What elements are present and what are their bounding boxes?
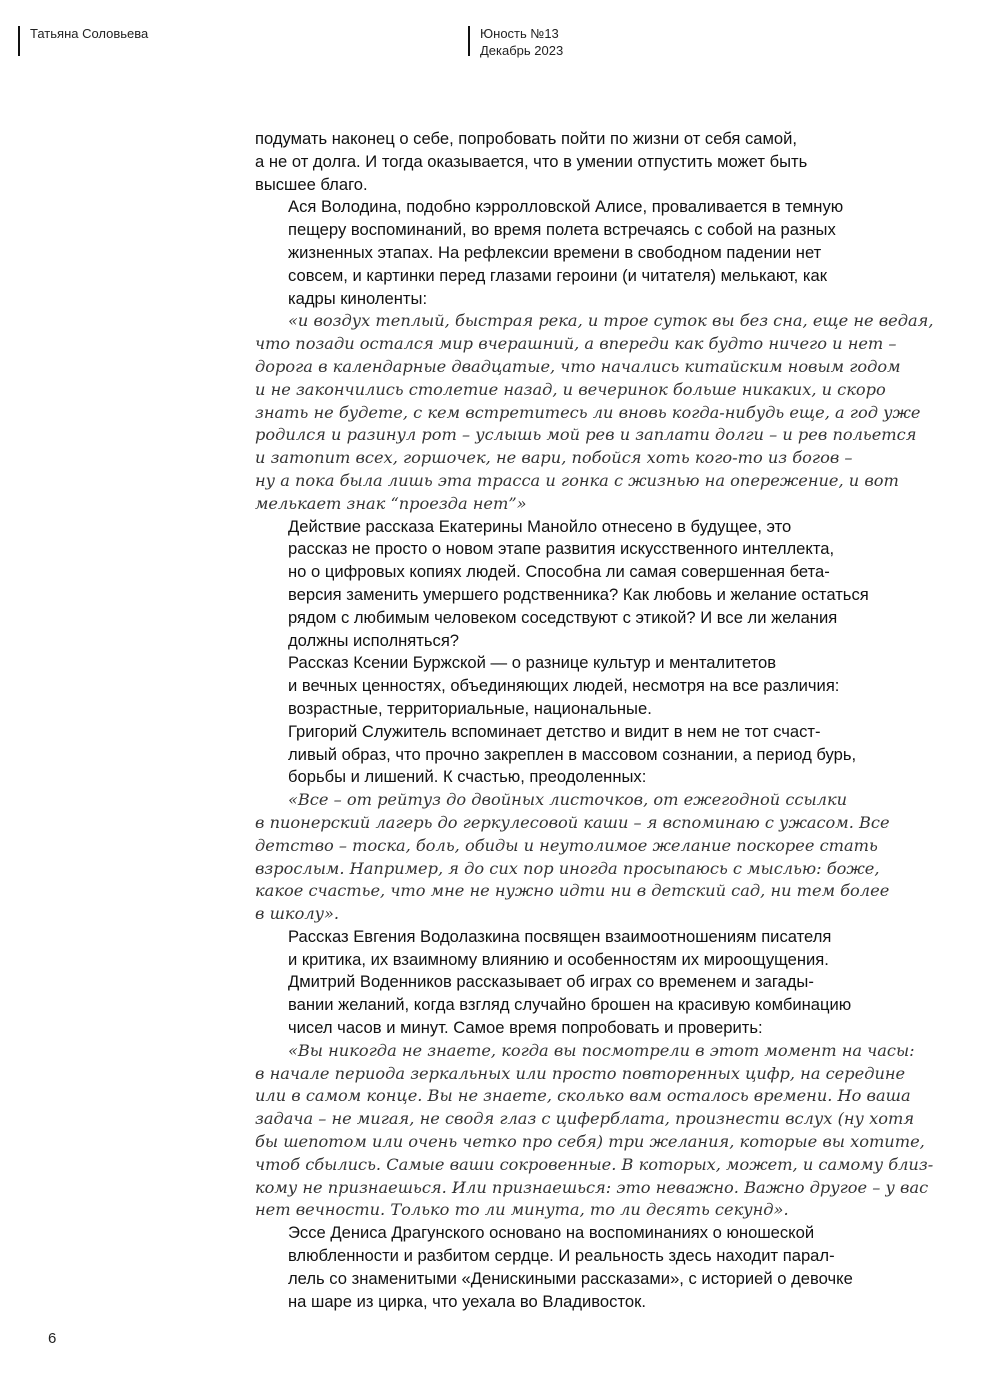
paragraph-line: влюбленности и разбитом сердце. И реальность здесь находит парал- (288, 1246, 835, 1266)
paragraph-line: борьбы и лишений. К счастью, преодоленных: (288, 767, 647, 787)
author-name: Татьяна Соловьева (30, 26, 149, 41)
paragraph-line: высшее благо. (255, 174, 368, 194)
paragraph-line: Эссе Дениса Драгунского основано на воспоминаниях о юношеской (288, 1223, 815, 1243)
paragraph (255, 128, 915, 196)
quote-line: или в самом конце. Вы не знаете, сколько вам осталось времени. Но ваша (255, 1086, 911, 1106)
quote-line: чтоб сбылись. Самые ваши сокровенные. В которых, может, и самому близ- (255, 1154, 934, 1174)
journal-column-rule (468, 26, 470, 56)
paragraph (255, 926, 915, 972)
quote-line: мелькает знак “проезда нет”» (255, 493, 527, 513)
quote-line: знать не будете, с кем встретитесь ли вновь когда-нибудь еще, а год уже (255, 402, 921, 422)
paragraph (255, 652, 915, 720)
paragraph-line: Григорий Служитель вспоминает детство и видит в нем не тот счаст- (288, 721, 821, 741)
paragraph-line: рассказ не просто о новом этапе развития искусственного интеллекта, (288, 539, 835, 559)
paragraph (255, 516, 915, 653)
paragraph-line: а не от долга. И тогда оказывается, что в умении отпустить может быть (255, 151, 808, 171)
left-column-rule (18, 26, 20, 56)
quote-line: ну а пока была лишь эта трасса и гонка с жизнью на опережение, и вот (255, 470, 899, 490)
paragraph-line: на шаре из цирка, что уехала во Владивосток. (288, 1291, 646, 1311)
journal-title: Юность №13 (480, 26, 559, 41)
quote-line: в начале периода зеркальных или просто повторенных цифр, на середине (255, 1063, 906, 1083)
paragraph (255, 971, 915, 1039)
quote-line: «Все – от рейтуз до двойных листочков, от ежегодной ссылки (288, 790, 848, 810)
quote-line: в школу». (255, 904, 340, 924)
quote-line: нет вечности. Только то ли минута, то ли десять секунд». (255, 1200, 789, 1220)
paragraph-line: Дмитрий Воденников рассказывает об играх со временем и загады- (288, 972, 814, 992)
paragraph-line: совсем, и картинки перед глазами героини (и читателя) мелькают, как (288, 265, 828, 285)
quote-line: и не закончились столетие назад, и вечеринок больше никаких, и скоро (255, 379, 886, 399)
paragraph-line: рядом с любимым человеком соседствуют с этикой? И все ли желания (288, 607, 838, 627)
paragraph (255, 721, 915, 789)
paragraph-line: Рассказ Евгения Водолазкина посвящен взаимоотношениям писателя (288, 926, 832, 946)
quote-line: и затопит всех, горшочек, не вари, побойся хоть кого-то из богов – (255, 448, 853, 468)
page-number: 6 (48, 1330, 57, 1347)
paragraph-line: лель со знаменитыми «Денискиными рассказами», с историей о девочке (288, 1268, 853, 1288)
quote-line: кому не признаешься. Или признаешься: это неважно. Важно другое – у вас (255, 1177, 929, 1197)
paragraph-line: и критика, их взаимному влиянию и особенностям их мироощущения. (288, 949, 829, 969)
paragraph-line: кадры киноленты: (288, 288, 428, 308)
paragraph-line: должны исполняться? (288, 630, 460, 650)
quote-line: бы шепотом или очень четко про себя) три желания, которые вы хотите, (255, 1132, 925, 1152)
quote-line: родился и разинул рот – услышь мой рев и заплати долги – и рев польется (255, 425, 917, 445)
paragraph-line: версия заменить умершего родственника? Как любовь и желание остаться (288, 584, 869, 604)
quote-line: какое счастье, что мне не нужно идти ни в детский сад, ни тем более (255, 881, 890, 901)
paragraph-line: вании желаний, когда взгляд случайно брошен на красивую комбинацию (288, 995, 852, 1015)
paragraph (255, 196, 915, 310)
paragraph-line: но о цифровых копиях людей. Способна ли самая совершенная бета- (288, 562, 830, 582)
quote-line: «Вы никогда не знаете, когда вы посмотрели в этот момент на часы: (288, 1040, 915, 1060)
quote-line: взрослым. Например, я до сих пор иногда просыпаюсь с мыслью: боже, (255, 858, 880, 878)
paragraph (255, 1222, 915, 1313)
paragraph-line: Действие рассказа Екатерины Манойло отнесено в будущее, это (288, 516, 792, 536)
quote-block (255, 310, 934, 515)
article-body (255, 128, 934, 1313)
paragraph-line: Рассказ Ксении Буржской — о разнице культур и менталитетов (288, 653, 777, 673)
quote-line: детство – тоска, боль, обиды и неутолимое желание поскорее стать (255, 835, 878, 855)
paragraph-line: чисел часов и минут. Самое время попробовать и проверить: (288, 1018, 763, 1038)
quote-line: задача – не мигая, не сводя глаз с циферблата, произнести вслух (ну хотя (255, 1109, 915, 1129)
quote-block (255, 789, 915, 926)
paragraph-line: пещеру воспоминаний, во время полета встречаясь с собой на разных (288, 220, 836, 240)
quote-line: «и воздух теплый, быстрая река, и трое суток вы без сна, еще не ведая, (288, 311, 934, 331)
paragraph-line: жизненных этапах. На рефлексии времени в свободном падении нет (288, 242, 822, 262)
paragraph-line: и вечных ценностях, объединяющих людей, несмотря на все различия: (288, 676, 840, 696)
quote-line: в пионерский лагерь до геркулесовой каши – я вспоминаю с ужасом. Все (255, 812, 890, 832)
quote-block (255, 1040, 934, 1222)
paragraph-line: Ася Володина, подобно кэрролловской Алисе, проваливается в темную (288, 197, 844, 217)
paragraph-line: возрастные, территориальные, национальные. (288, 698, 652, 718)
paragraph-line: ливый образ, что прочно закреплен в массовом сознании, а период бурь, (288, 744, 857, 764)
issue-date: Декабрь 2023 (480, 43, 564, 58)
header-author (30, 25, 148, 42)
header-journal (480, 25, 563, 59)
paragraph-line: подумать наконец о себе, попробовать пойти по жизни от себя самой, (255, 129, 798, 148)
quote-line: дорога в календарные двадцатые, что начались китайским новым годом (255, 356, 901, 376)
quote-line: что позади остался мир вчерашний, а впереди как будто ничего и нет – (255, 334, 897, 354)
